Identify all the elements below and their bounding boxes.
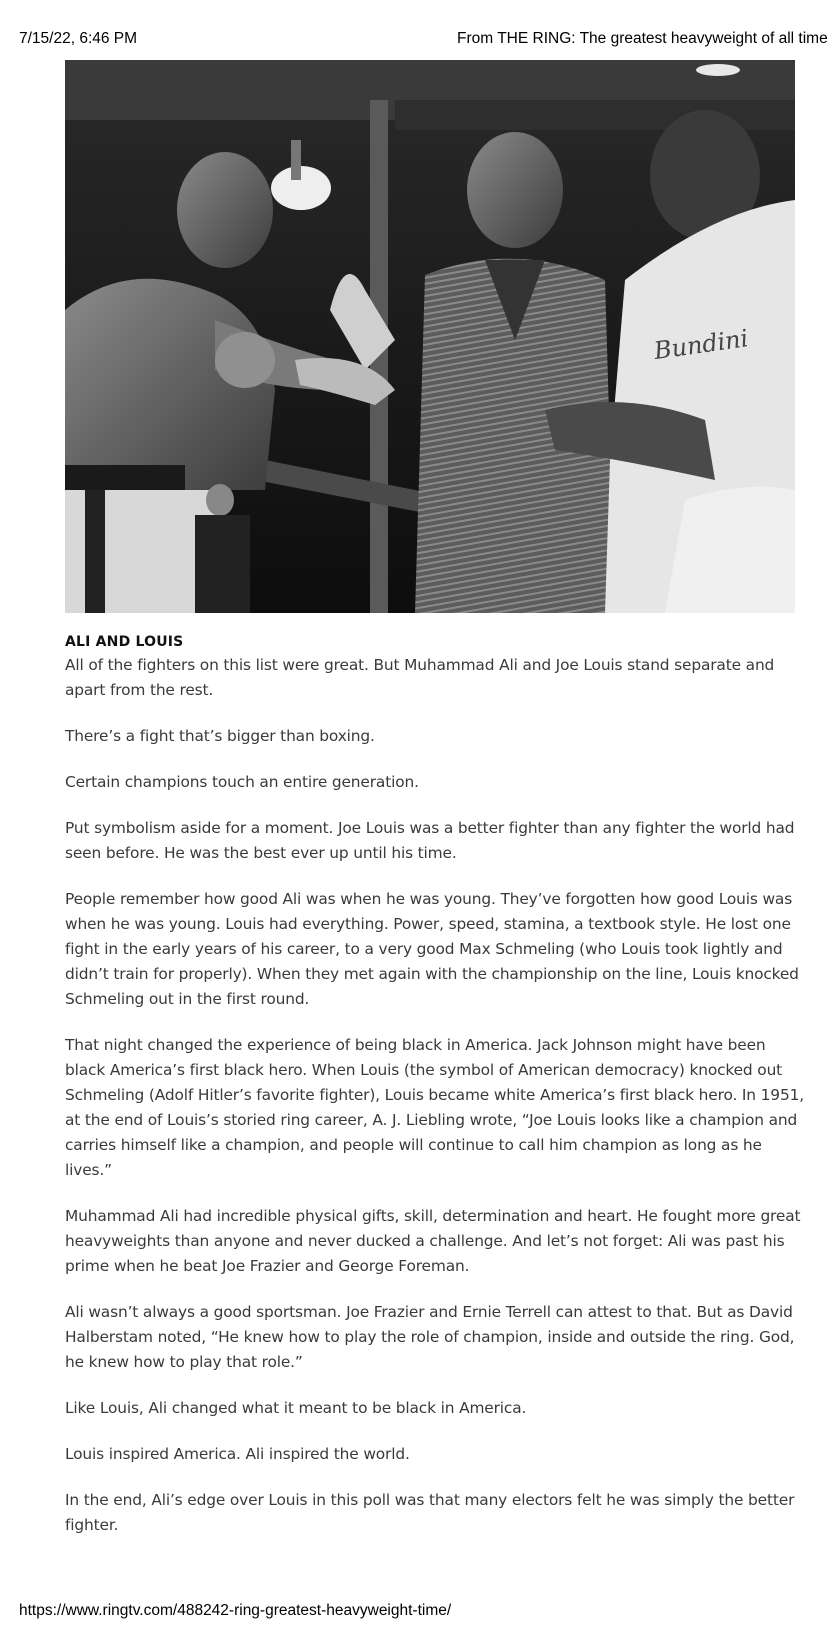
- paragraph: Muhammad Ali had incredible physical gifts, skill, determination and heart. He fought more great heavyweights than anyone and never ducked a challenge. And let’s not forget: Ali was past his prime when he beat Joe Frazier and George Foreman.: [65, 1207, 801, 1275]
- print-footer-url: https://www.ringtv.com/488242-ring-greatest-heavyweight-time/: [19, 1602, 452, 1619]
- paragraph: All of the fighters on this list were great. But Muhammad Ali and Joe Louis stand separate and apart from the rest.: [65, 656, 775, 699]
- paragraph: Ali wasn’t always a good sportsman. Joe Frazier and Ernie Terrell can attest to that. But as David Halberstam noted, “He knew how to play the role of champion, inside and outside the ring. God, he knew how to play that role.”: [65, 1303, 795, 1371]
- boxers-photo-icon: [65, 60, 795, 613]
- paragraph: Louis inspired America. Ali inspired the world.: [65, 1445, 410, 1463]
- print-date: 7/15/22, 6:46 PM: [19, 30, 138, 47]
- paragraph: People remember how good Ali was when he was young. They’ve forgotten how good Louis was when he was young. Louis had everything. Power, speed, stamina, a textbook style. He lost one fight in the early years of his career, to a very good Max Schmeling (who Louis took lightly and didn’t train for properly). When they met again with the championship on the line, Louis knocked Schmeling out in the first round.: [65, 890, 799, 1008]
- boxers-photo: [65, 60, 795, 613]
- photo-caption: ALI AND LOUIS: [65, 634, 184, 650]
- shirt-text: Bundini: [652, 324, 750, 366]
- article-body: [65, 653, 805, 1559]
- paragraph: Put symbolism aside for a moment. Joe Louis was a better fighter than any fighter the world had seen before. He was the best ever up until his time.: [65, 819, 795, 862]
- paragraph: There’s a fight that’s bigger than boxing.: [65, 727, 375, 745]
- paragraph: Like Louis, Ali changed what it meant to be black in America.: [65, 1399, 527, 1417]
- print-page-title: From THE RING: The greatest heavyweight of all time: [457, 30, 828, 47]
- paragraph: That night changed the experience of being black in America. Jack Johnson might have been black America’s first black hero. When Louis (the symbol of American democracy) knocked out Schmeling (Adolf Hitler’s favorite fighter), Louis became white America’s first black hero. In 1951, at the end of Louis’s storied ring career, A. J. Liebling wrote, “Joe Louis looks like a champion and carries himself like a champion, and people will continue to call him champion as long as he lives.”: [65, 1036, 804, 1179]
- paragraph: In the end, Ali’s edge over Louis in this poll was that many electors felt he was simply the better fighter.: [65, 1491, 795, 1534]
- paragraph: Certain champions touch an entire generation.: [65, 773, 419, 791]
- print-header: [0, 30, 835, 52]
